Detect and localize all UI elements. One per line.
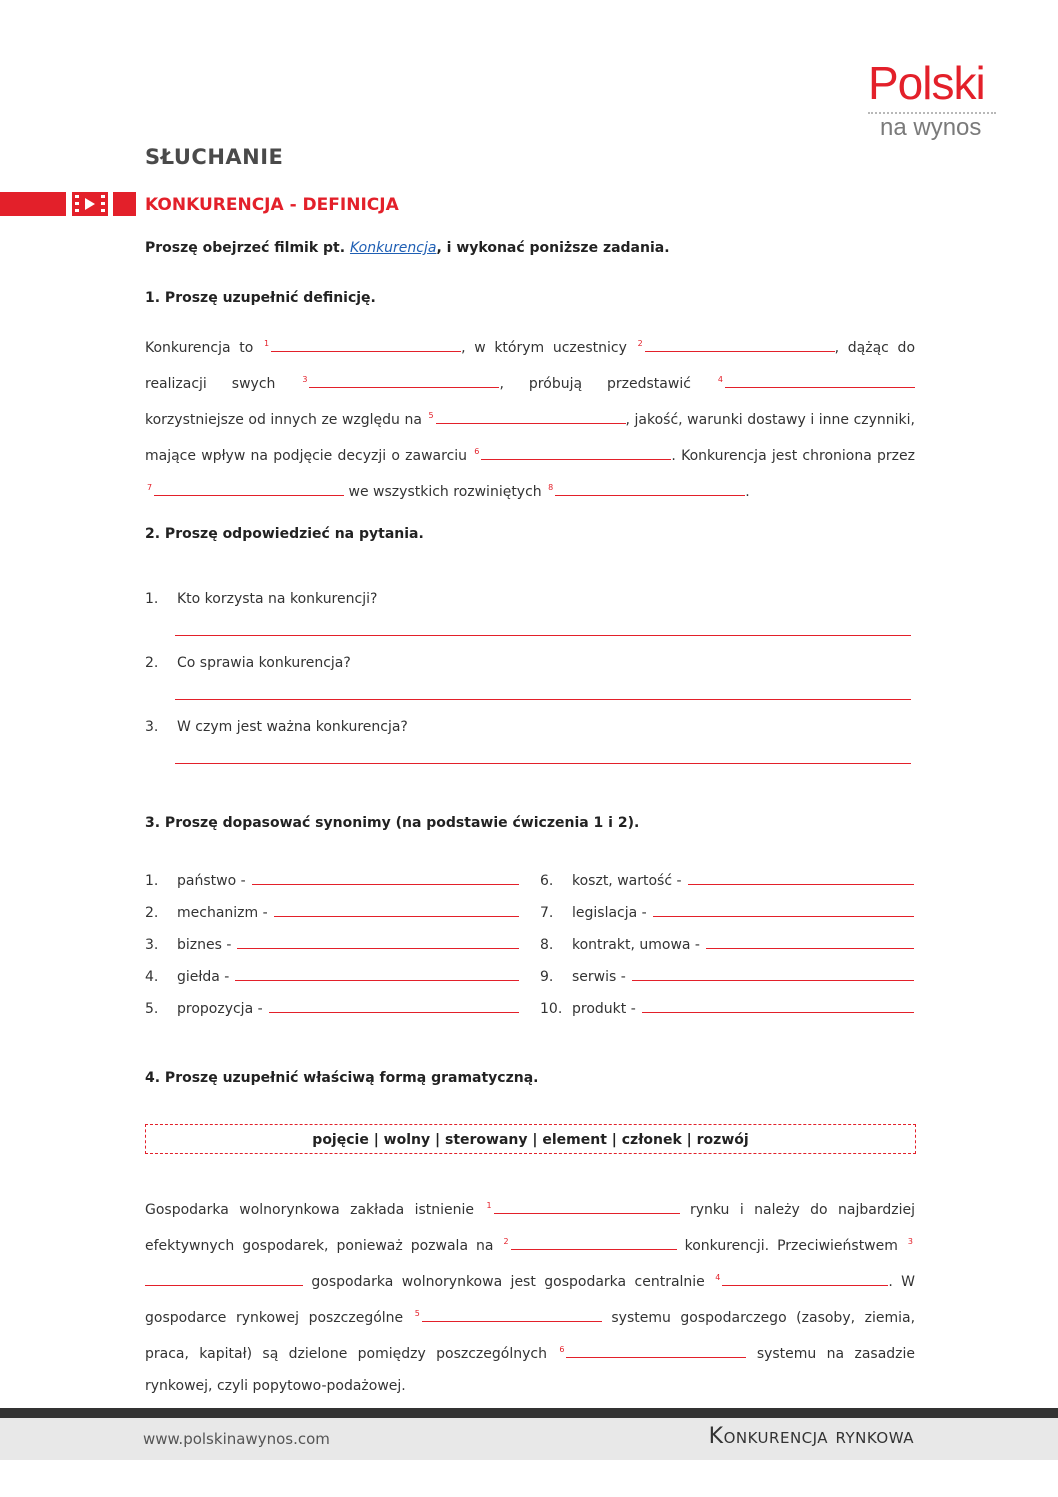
- intro-text-after: , i wykonać poniższe zadania.: [436, 240, 670, 256]
- question-number: 2.: [145, 655, 159, 671]
- text-fragment: we wszystkich rozwiniętych: [348, 484, 542, 500]
- item-word: kontrakt, umowa -: [572, 937, 700, 953]
- text-fragment: systemu gospodarczego (zasoby, ziemia, praca, kapitał) są dzielone pomiędzy poszczególnych: [145, 1310, 916, 1362]
- text-fragment: gospodarka wolnorynkowa jest gospodarka centralnie: [311, 1274, 705, 1290]
- item-word: propozycja -: [177, 1001, 263, 1017]
- item-number: 2.: [145, 905, 159, 921]
- exercise-3-heading: 3. Proszę dopasować synonimy (na podstawie ćwiczenia 1 i 2).: [145, 815, 640, 831]
- item-number: 6.: [540, 873, 554, 889]
- exercise-4-text: Gospodarka wolnorynkowa zakłada istnienie $^1$ rynku i należy do najbardziej efektywnych gospodarek, ponieważ pozwala na $^2$ konkurencji. Przeciwieństwem $^3$ gospodarka wolnorynkowa jest gospodarka centralnie $^4$ . W gospodarce rynkowej poszczególne $^5$ systemu gospodarczego (zasoby, ziemia, praca, kapitał) są dzielone pomiędzy poszczególnych $^6$ systemu na zasadzie rynkowej, czyli popytowo-podażowej.: [145, 1201, 916, 1394]
- exercise-1-heading: 1. Proszę uzupełnić definicję.: [145, 290, 376, 306]
- blank-5[interactable]: [422, 1308, 602, 1322]
- text-fragment: . W gospodarce rynkowej poszczególne: [145, 1274, 916, 1326]
- item-word: państwo -: [177, 873, 246, 889]
- blank-8[interactable]: [555, 482, 745, 496]
- synonym-item: [145, 1001, 519, 1017]
- item-word: giełda -: [177, 969, 230, 985]
- item-number: 4.: [145, 969, 159, 985]
- text-fragment: korzystniejsze od innych ze względu na: [145, 412, 422, 428]
- synonym-item: [145, 969, 519, 985]
- logo: [868, 58, 1000, 142]
- blank-3[interactable]: [309, 374, 499, 388]
- blank-4[interactable]: [722, 1272, 888, 1286]
- question-1: [145, 591, 377, 607]
- question-text: Kto korzysta na konkurencji?: [177, 591, 378, 607]
- section-title: SŁUCHANIE: [145, 145, 284, 169]
- film-icon: [72, 192, 108, 216]
- blank-3[interactable]: [145, 1272, 303, 1286]
- item-word: serwis -: [572, 969, 626, 985]
- synonym-blank[interactable]: [274, 907, 519, 917]
- exercise-2-heading: 2. Proszę odpowiedzieć na pytania.: [145, 526, 424, 542]
- exercise-4-heading: 4. Proszę uzupełnić właściwą formą gramatyczną.: [145, 1070, 539, 1086]
- synonym-blank[interactable]: [269, 1003, 519, 1013]
- item-number: 5.: [145, 1001, 159, 1017]
- question-number: 3.: [145, 719, 159, 735]
- footer-title: Konkurencja rynkowa: [708, 1424, 914, 1449]
- synonym-item: [540, 1001, 914, 1017]
- question-2: [145, 655, 351, 671]
- intro-text-before: Proszę obejrzeć filmik pt.: [145, 240, 350, 256]
- synonym-blank[interactable]: [252, 875, 519, 885]
- item-number: 1.: [145, 873, 159, 889]
- text-fragment: , w którym uczestnicy: [461, 340, 627, 356]
- item-number: 8.: [540, 937, 554, 953]
- logo-bottom-text: na wynos: [880, 114, 982, 141]
- synonym-item: [540, 873, 914, 889]
- blank-2[interactable]: [511, 1236, 677, 1250]
- item-number: 9.: [540, 969, 554, 985]
- answer-line-2[interactable]: [175, 699, 911, 700]
- text-fragment: . Konkurencja jest chroniona przez: [671, 448, 915, 464]
- question-3: [145, 719, 408, 735]
- accent-bar-small: [113, 192, 136, 216]
- exercise-1-text: Konkurencja to $^1$ , w którym uczestnicy $^2$ , dążąc do realizacji swych $^3$ , próbują przedstawić $^4$ korzystniejsze od innych ze względu na $^5$ , jakość, warunki dostawy i inne czynniki, mające wpływ na podjęcie decyzji o zawarciu $^6$ . Konkurencja jest chroniona przez $^7$ we wszystkich rozwiniętych $^8$ .: [145, 339, 916, 500]
- synonym-item: [540, 937, 914, 953]
- item-number: 7.: [540, 905, 554, 921]
- item-number: 3.: [145, 937, 159, 953]
- blank-1[interactable]: [271, 338, 461, 352]
- synonym-blank[interactable]: [688, 875, 914, 885]
- synonym-item: [540, 969, 914, 985]
- intro-instruction: [145, 240, 670, 256]
- question-number: 1.: [145, 591, 159, 607]
- blank-6[interactable]: [481, 446, 671, 460]
- synonym-item: [540, 905, 914, 921]
- answer-line-3[interactable]: [175, 763, 911, 764]
- item-word: mechanizm -: [177, 905, 268, 921]
- synonym-blank[interactable]: [653, 907, 914, 917]
- accent-bar: [0, 192, 66, 216]
- blank-7[interactable]: [154, 482, 344, 496]
- logo-top-text: Polski: [868, 57, 985, 109]
- page-subtitle: KONKURENCJA - DEFINICJA: [145, 195, 399, 215]
- text-fragment: systemu na zasadzie rynkowej, czyli popytowo-podażowej.: [145, 1346, 916, 1394]
- synonym-item: [145, 873, 519, 889]
- text-fragment: rynku i należy do najbardziej efektywnych gospodarek, ponieważ pozwala na: [145, 1202, 915, 1254]
- text-fragment: .: [745, 484, 750, 500]
- synonym-blank[interactable]: [632, 971, 914, 981]
- footer-divider: [0, 1408, 1058, 1418]
- item-word: biznes -: [177, 937, 232, 953]
- synonym-item: [145, 905, 519, 921]
- item-word: koszt, wartość -: [572, 873, 682, 889]
- synonym-blank[interactable]: [706, 939, 914, 949]
- text-fragment: Gospodarka wolnorynkowa zakłada istnienie: [145, 1202, 475, 1218]
- synonym-blank[interactable]: [237, 939, 519, 949]
- text-fragment: , jakość, warunki dostawy i inne czynniki, mające wpływ na podjęcie decyzji o zawarciu: [145, 412, 915, 464]
- text-fragment: , dążąc do realizacji swych: [145, 340, 916, 392]
- text-fragment: konkurencji. Przeciwieństwem: [684, 1238, 898, 1254]
- blank-2[interactable]: [645, 338, 835, 352]
- blank-1[interactable]: [494, 1200, 680, 1214]
- synonym-blank[interactable]: [642, 1003, 914, 1013]
- question-text: Co sprawia konkurencja?: [177, 655, 351, 671]
- question-text: W czym jest ważna konkurencja?: [177, 719, 408, 735]
- item-number: 10.: [540, 1001, 563, 1017]
- blank-6[interactable]: [566, 1344, 746, 1358]
- blank-5[interactable]: [436, 410, 626, 424]
- synonym-item: [145, 937, 519, 953]
- answer-line-1[interactable]: [175, 635, 911, 636]
- item-word: legislacja -: [572, 905, 647, 921]
- blank-4[interactable]: [725, 374, 915, 388]
- synonym-blank[interactable]: [235, 971, 519, 981]
- video-link[interactable]: Konkurencja: [349, 240, 437, 256]
- item-word: produkt -: [572, 1001, 636, 1017]
- text-fragment: Konkurencja to: [145, 340, 254, 356]
- text-fragment: , próbują przedstawić: [499, 376, 691, 392]
- word-bank: pojęcie | wolny | sterowany | element | członek | rozwój: [145, 1124, 916, 1154]
- footer-url: www.polskinawynos.com: [143, 1430, 330, 1448]
